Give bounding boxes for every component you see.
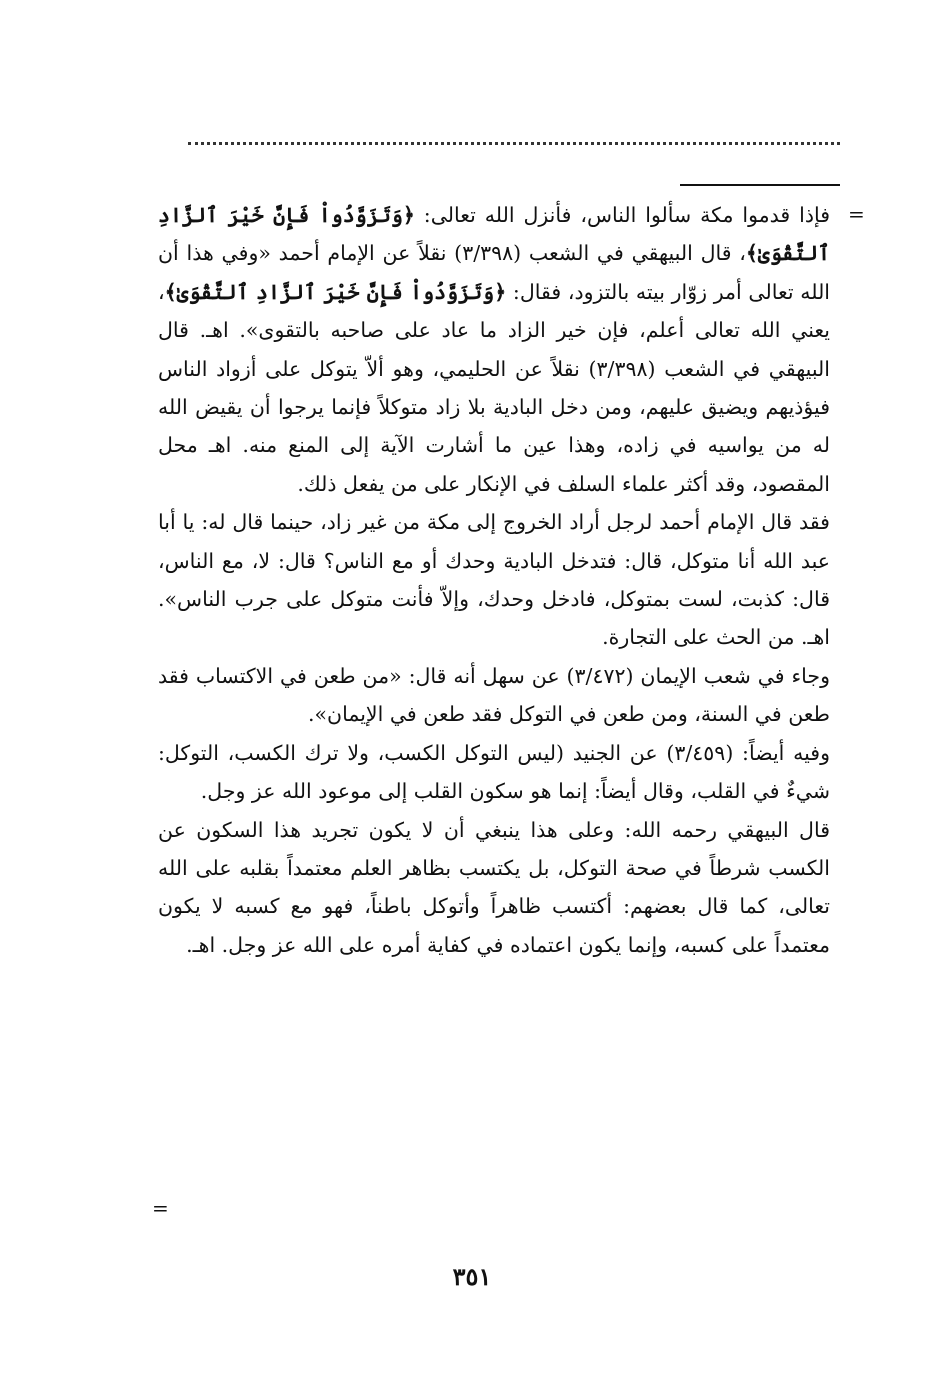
text-run: وجاء في شعب الإيمان (٣/٤٧٢) عن سهل أنه قال: «من طعن في الاكتساب فقد طعن في السنة، ومن طعن في التوكل فقد طعن في الإيمان». xyxy=(158,663,830,727)
text-run: وفيه أيضاً: (٣/٤٥٩) عن الجنيد (ليس التوكل الكسب، ولا ترك الكسب، التوكل: شيءٌ في القلب، وقال أيضاً: إنما هو سكون القلب إلى موعود الله عز وجل. xyxy=(158,740,830,804)
text-run: فقد قال الإمام أحمد لرجل أراد الخروج إلى مكة من غير زاد، حينما قال له: يا أبا عبد الله أنا متوكل، قال: فتدخل البادية وحدك أو مع الناس؟ قال: لا، مع الناس، قال: كذبت، لست بمتوكل، فادخل وحدك، وإلاّ فأنت متوكل على جرب الناس». اهـ. من الحث على التجارة. xyxy=(158,510,830,650)
header-dotted-rule xyxy=(188,142,840,145)
footnote-text-block xyxy=(158,196,830,964)
quran-verse: ﴿وَتَزَوَّدُواْ فَإِنَّ خَيْرَ ٱلزَّادِ ٱلتَّقْوَىٰ﴾ xyxy=(164,279,507,304)
text-run: ، قال البيهقي في الشعب (٣/٣٩٨) نقلاً عن الإمام أحمد «وفي هذا أن الله تعالى أمر زوّار بيته بالتزود، فقال: xyxy=(158,241,831,304)
text-run: قال البيهقي رحمه الله: وعلى هذا ينبغي أن لا يكون تجريد هذا السكون عن الكسب شرطاً في صحة التوكل، بل يكتسب بظاهر العلم معتمداً بقلبه على الله تعالى، كما قال بعضهم: أكتسب ظاهراً وأتوكل باطناً، فهو مع كسبه لا يكون معتمداً على كسبه، وإنما يكون اعتماده في كفاية أمره على الله عز وجل. اهـ. xyxy=(158,817,830,957)
text-run: فإذا قدموا مكة سألوا الناس، فأنزل الله تعالى: xyxy=(414,203,830,227)
paragraph xyxy=(158,503,830,657)
paragraph xyxy=(158,734,830,811)
continuation-mark-top: = xyxy=(848,202,865,226)
page-number: ٣٥١ xyxy=(452,1262,492,1291)
paragraph xyxy=(158,196,830,503)
continuation-mark-bottom: = xyxy=(152,1196,169,1220)
paragraph xyxy=(158,811,830,965)
text-run: ، يعني الله تعالى أعلم، فإن خير الزاد ما عاد على صاحبه بالتقوى». اهـ. قال البيهقي في الشعب (٣/٣٩٨) نقلاً عن الحليمي، وهو ألاّ يتوكل على أزواد الناس فيؤذيهم ويضيق عليهم، ومن دخل البادية بلا زاد متوكلاً فإنما يرجوا أن يقيض الله له من يواسيه في زاده، وهذا عين ما أشارت الآية إلى المنع منه. اهـ محل المقصود، وقد أكثر علماء السلف في الإنكار على من يفعل ذلك. xyxy=(158,279,830,496)
separator-rule xyxy=(680,184,840,186)
quran-verse: ﴿وَتَزَوَّدُواْ فَإِنَّ خَيْرَ ٱلزَّادِ ٱلتَّقْوَىٰ﴾ xyxy=(158,203,831,266)
paragraph xyxy=(158,657,830,734)
